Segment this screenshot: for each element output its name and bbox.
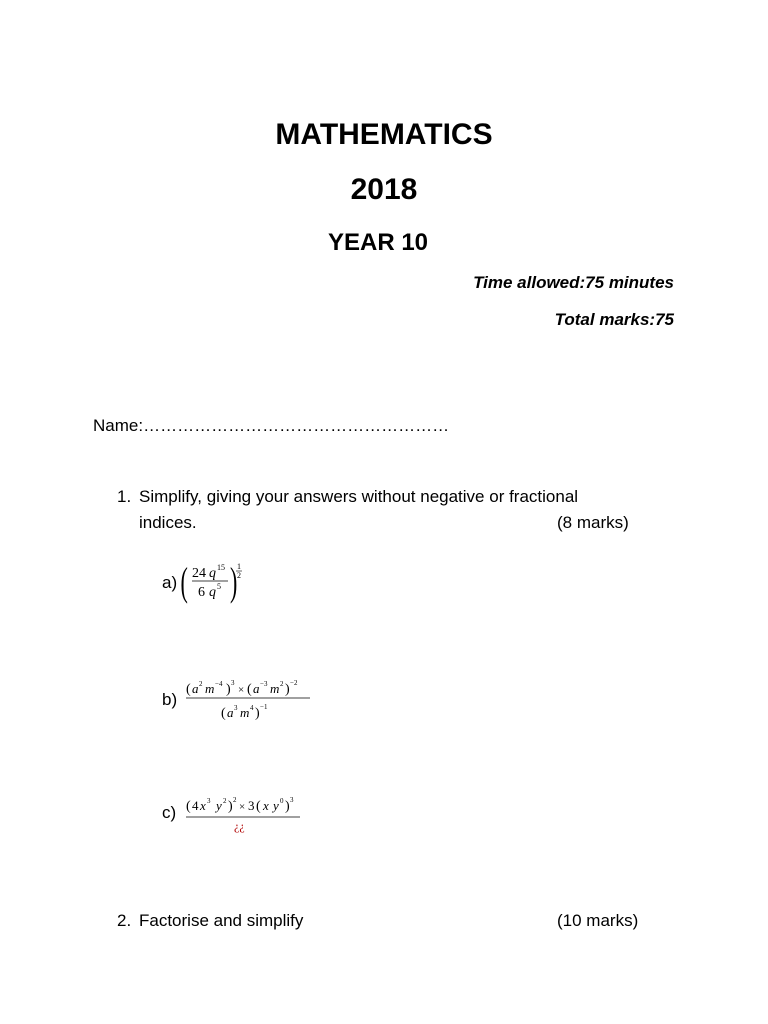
time-allowed: Time allowed:75 minutes bbox=[473, 273, 674, 292]
b-d-outer: −1 bbox=[260, 703, 268, 711]
name-field: Name:……………………………………………… bbox=[93, 416, 450, 435]
b-paren-1-open: ( bbox=[186, 682, 191, 697]
c-y2-exp: 0 bbox=[280, 797, 284, 805]
question-1-text-line2: indices. bbox=[139, 513, 197, 532]
question-2-marks: (10 marks) bbox=[557, 911, 639, 930]
b-d-a-exp: 3 bbox=[234, 704, 238, 712]
b-var-m-3: m bbox=[240, 705, 250, 720]
b-var-m-1: m bbox=[205, 681, 215, 696]
b-paren-2-close: ) bbox=[285, 682, 290, 697]
expression-c bbox=[184, 791, 304, 836]
c-coef: 4 bbox=[192, 798, 199, 813]
question-2-number: 2. bbox=[117, 911, 132, 930]
c-var-y-1: y bbox=[216, 798, 222, 813]
part-b-label: b) bbox=[162, 690, 178, 709]
b-var-a-3: a bbox=[227, 705, 234, 720]
c-paren-2-open: ( bbox=[256, 799, 261, 814]
c-y-exp: 2 bbox=[223, 797, 227, 805]
expression-a bbox=[180, 557, 250, 607]
b-t1-a-exp: 2 bbox=[199, 680, 203, 688]
b-d-m-exp: 4 bbox=[250, 704, 254, 712]
question-1-marks: (8 marks) bbox=[557, 513, 629, 532]
b-paren-2-open: ( bbox=[247, 682, 252, 697]
c-paren-2-close: ) bbox=[285, 799, 290, 814]
c-x-exp: 3 bbox=[207, 797, 211, 805]
c-outer: 3 bbox=[290, 796, 294, 804]
part-c-label: c) bbox=[162, 803, 177, 822]
den-exp: 5 bbox=[217, 582, 221, 591]
expression-b bbox=[184, 674, 314, 724]
total-marks: Total marks:75 bbox=[554, 310, 674, 329]
c-var-x-1: x bbox=[200, 798, 206, 813]
right-paren: ) bbox=[230, 559, 238, 604]
b-paren-1-close: ) bbox=[226, 682, 231, 697]
page-title: MATHEMATICS bbox=[275, 118, 493, 151]
b-var-a-1: a bbox=[192, 681, 199, 696]
b-paren-3-close: ) bbox=[255, 706, 260, 721]
num-var: q bbox=[209, 566, 216, 581]
b-var-a-2: a bbox=[253, 681, 260, 696]
b-times: × bbox=[238, 684, 245, 696]
c-times: × bbox=[239, 801, 246, 813]
question-1-text-line1: Simplify, giving your answers without negative or fractional bbox=[139, 487, 579, 506]
den-var: q bbox=[209, 585, 216, 600]
b-paren-3-open: ( bbox=[221, 706, 226, 721]
exam-year: 2018 bbox=[350, 173, 418, 206]
c-inner-outer: 2 bbox=[233, 796, 237, 804]
c-denominator: ¿¿ bbox=[234, 819, 245, 833]
left-paren: ( bbox=[180, 559, 188, 604]
num-exp: 15 bbox=[217, 563, 225, 572]
c-paren-1-close: ) bbox=[228, 799, 233, 814]
part-a-label: a) bbox=[162, 573, 178, 592]
question-1-number: 1. bbox=[117, 487, 132, 506]
c-k: 3 bbox=[248, 798, 255, 813]
b-t2-a-exp: −3 bbox=[260, 680, 268, 688]
grade-level: YEAR 10 bbox=[327, 229, 429, 256]
outer-exp-num: 1 bbox=[237, 562, 241, 571]
question-2-text: Factorise and simplify bbox=[139, 911, 304, 930]
b-t2-m-exp: 2 bbox=[280, 680, 284, 688]
b-t2-outer: −2 bbox=[290, 679, 298, 687]
num-coef: 24 bbox=[192, 566, 206, 581]
c-paren-1-open: ( bbox=[186, 799, 191, 814]
b-var-m-2: m bbox=[270, 681, 280, 696]
c-var-x-2: x bbox=[263, 798, 269, 813]
b-t1-m-exp: −4 bbox=[215, 680, 223, 688]
outer-exp-den: 2 bbox=[237, 571, 241, 580]
b-t1-outer: 3 bbox=[231, 679, 235, 687]
c-var-y-2: y bbox=[273, 798, 279, 813]
den-coef: 6 bbox=[198, 585, 205, 600]
